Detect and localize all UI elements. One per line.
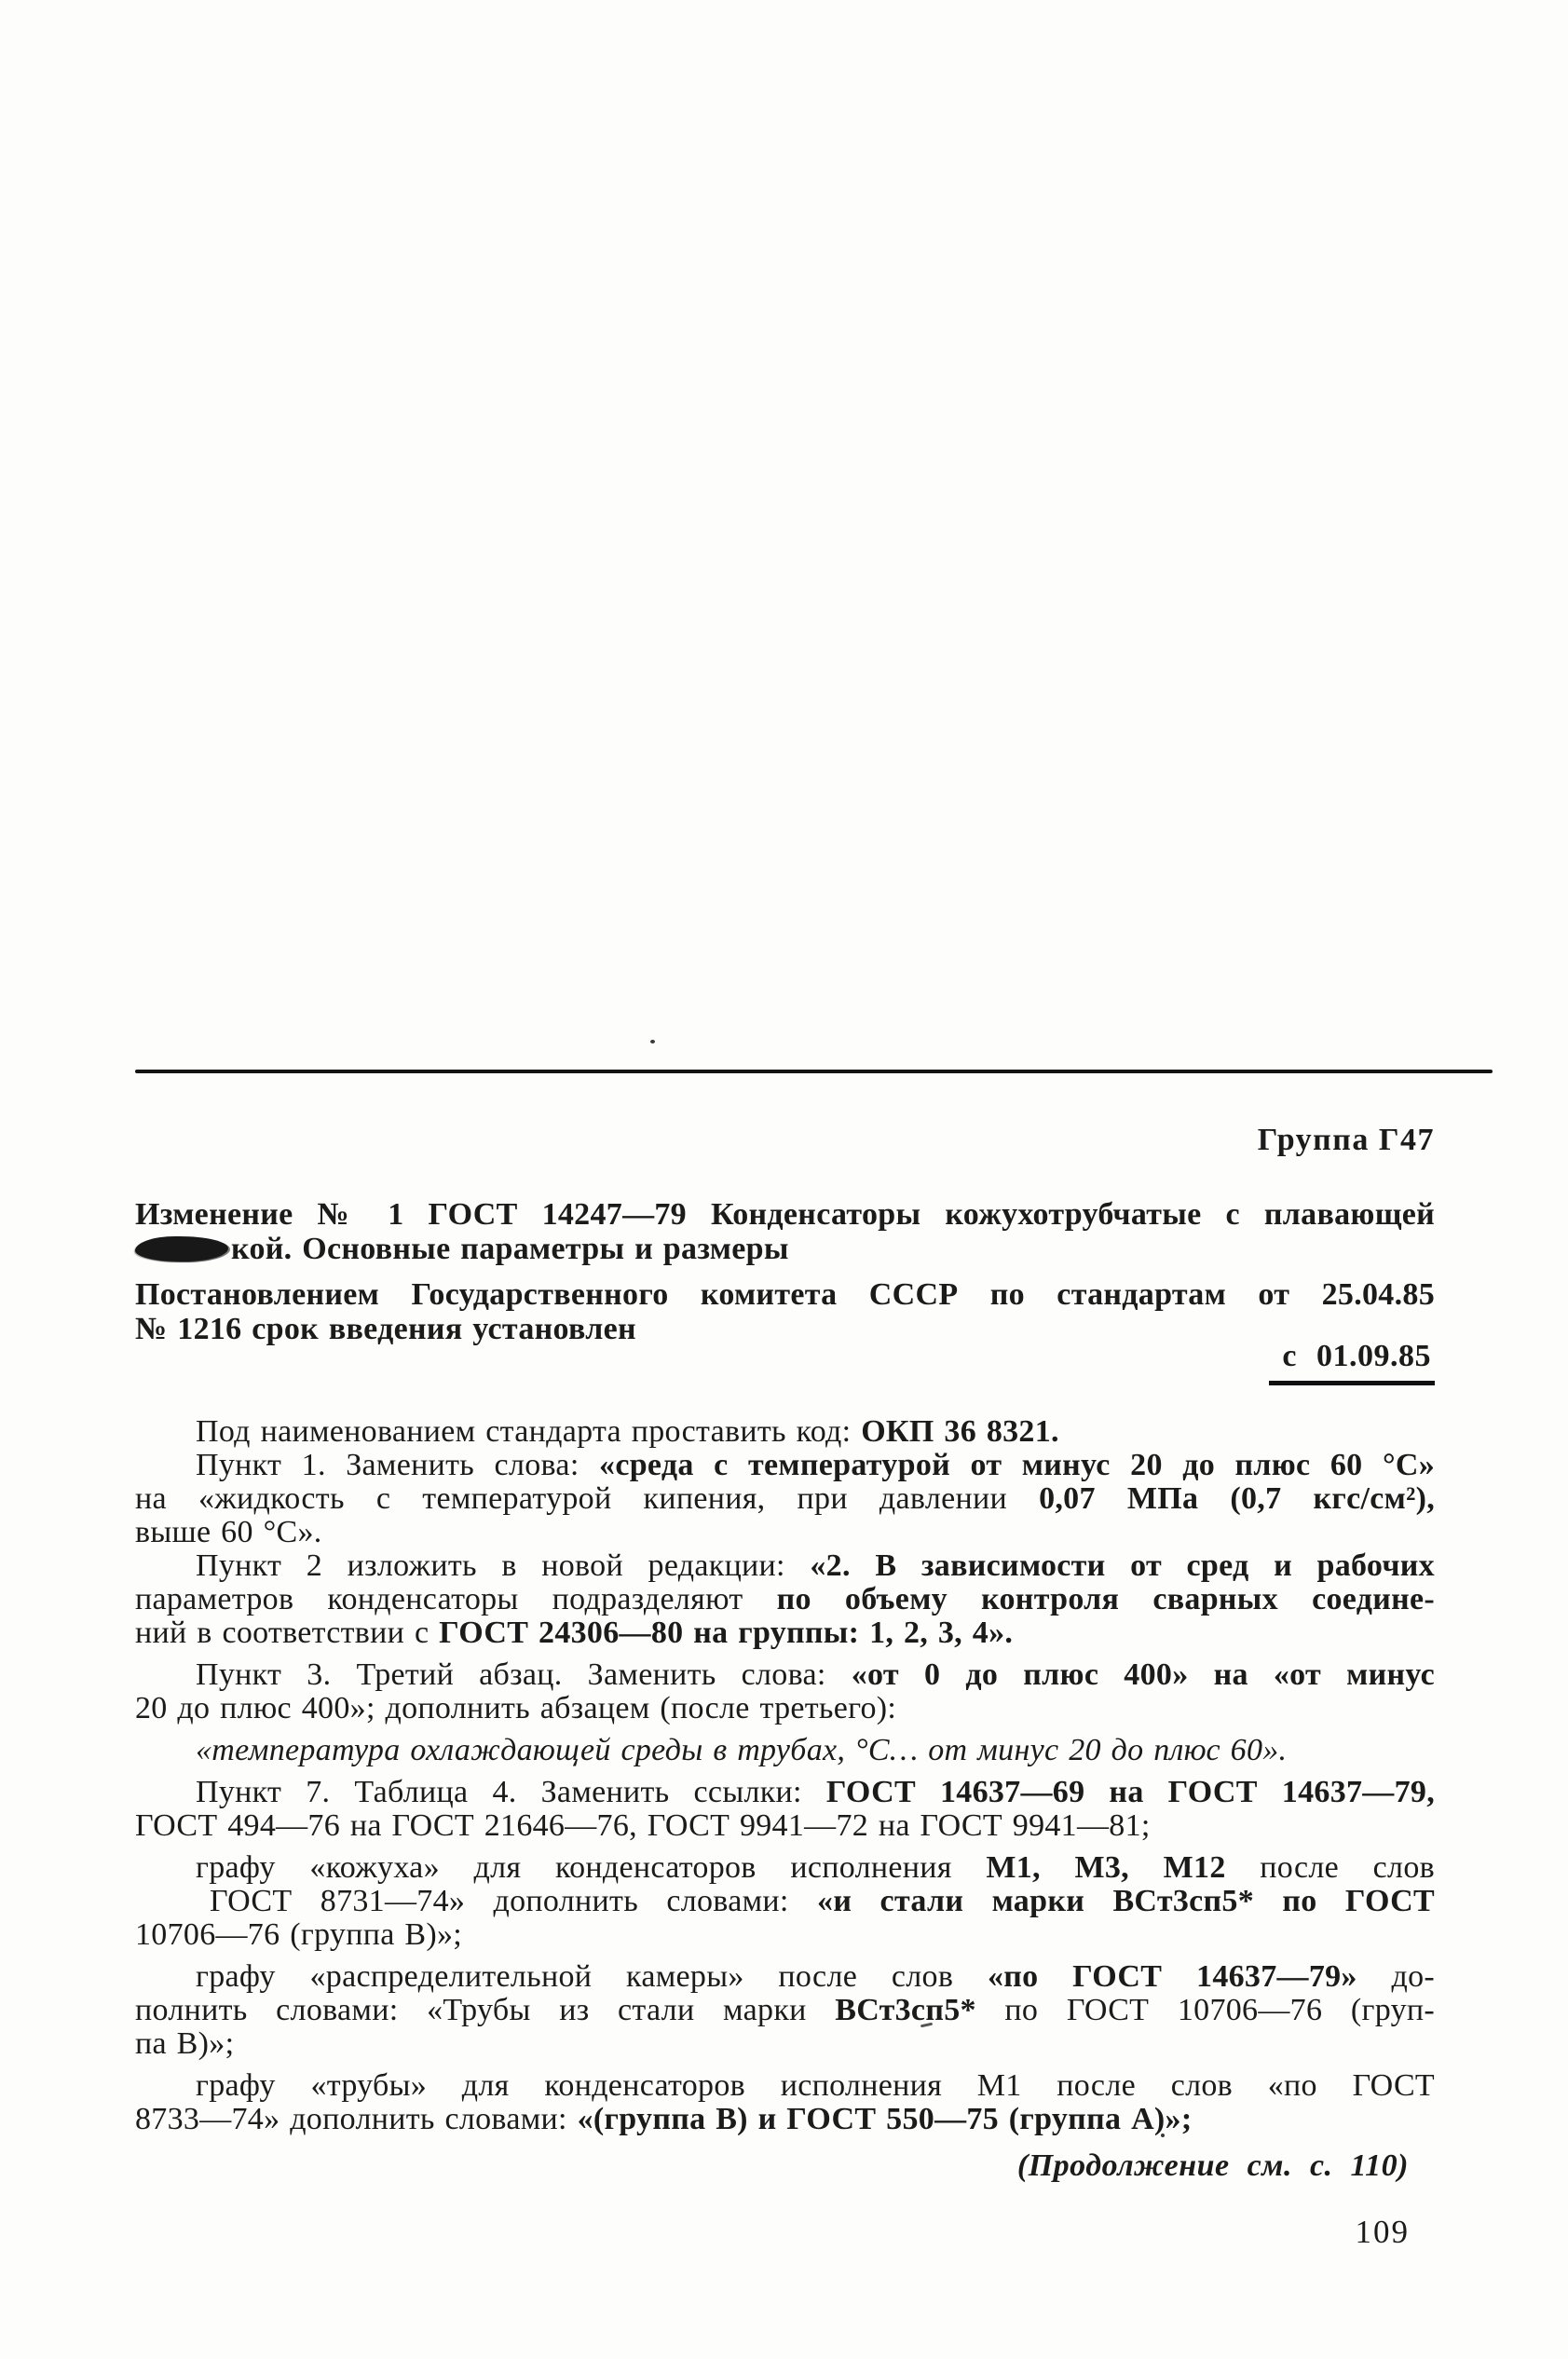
- decree-paragraph: [135, 1277, 1435, 1346]
- body-line: параметров конденсаторы подразделяют по объему контроля сварных соедине-: [135, 1582, 1435, 1616]
- page-number: 109: [1355, 2214, 1410, 2250]
- body-line: Пункт 7. Таблица 4. Заменить ссылки: ГОСТ 14637—69 на ГОСТ 14637—79,: [196, 1775, 1435, 1809]
- body-line: графу «кожуха» для конденсаторов исполнения М1, М3, М12 после слов: [196, 1850, 1435, 1885]
- body-line: Пункт 2 изложить в новой редакции: «2. В зависимости от сред и рабочих: [196, 1548, 1435, 1583]
- header-rule: [135, 1070, 1493, 1073]
- title-line-2-text: кой. Основные параметры и размеры: [231, 1232, 789, 1266]
- body-line: 20 до плюс 400»; дополнить абзацем (после третьего):: [135, 1691, 897, 1725]
- decree-line-2: № 1216 срок введения установлен: [135, 1312, 636, 1346]
- body-line: графу «трубы» для конденсаторов исполнения М1 после слов «по ГОСТ: [196, 2068, 1435, 2103]
- body-line: полнить словами: «Трубы из стали марки ВСт3сп5* по ГОСТ 10706—76 (груп-: [135, 1993, 1435, 2027]
- body-line: «температура охлаждающей среды в трубах, °С… от минус 20 до плюс 60».: [196, 1733, 1288, 1767]
- continuation-note: (Продолжение см. с. 110): [1016, 2148, 1409, 2183]
- body-text: [135, 1415, 1435, 2136]
- document-title: [135, 1197, 1435, 1266]
- body-line: ГОСТ 8731—74» дополнить словами: «и стали марки ВСт3сп5* по ГОСТ: [210, 1884, 1435, 1918]
- title-line-1: Изменение № 1 ГОСТ 14247—79 Конденсаторы кожухотрубчатые с плавающей: [135, 1197, 1435, 1232]
- effective-date: с 01.09.85: [1269, 1339, 1435, 1385]
- body-line: па В)»;: [135, 2026, 235, 2061]
- body-line: на «жидкость с температурой кипения, при давлении 0,07 МПа (0,7 кгс/см²),: [135, 1481, 1435, 1516]
- scan-speck: [650, 1040, 655, 1043]
- body-line: Под наименованием стандарта проставить код: ОКП 36 8321.: [196, 1414, 1059, 1449]
- ink-blot: [135, 1236, 228, 1261]
- body-line: ГОСТ 494—76 на ГОСТ 21646—76, ГОСТ 9941—72 на ГОСТ 9941—81;: [135, 1808, 1151, 1843]
- body-line: графу «распределительной камеры» после слов «по ГОСТ 14637—79» до-: [196, 1959, 1435, 1994]
- body-line: ний в соответствии с ГОСТ 24306—80 на группы: 1, 2, 3, 4».: [135, 1616, 1014, 1650]
- body-line: 8733—74» дополнить словами: «(группа В) и ГОСТ 550—75 (группа А)»;: [135, 2102, 1193, 2136]
- decree-line-1: Постановлением Государственного комитета СССР по стандартам от 25.04.85: [135, 1277, 1435, 1312]
- body-line: 10706—76 (группа В)»;: [135, 1917, 463, 1952]
- group-label: Группа Г47: [1257, 1123, 1435, 1157]
- body-line: Пункт 3. Третий абзац. Заменить слова: «от 0 до плюс 400» на «от минус: [196, 1657, 1436, 1692]
- title-line-2: [135, 1232, 1435, 1266]
- body-line: Пункт 1. Заменить слова: «среда с температурой от минус 20 до плюс 60 °С»: [196, 1448, 1435, 1482]
- body-line: выше 60 °С».: [135, 1515, 322, 1549]
